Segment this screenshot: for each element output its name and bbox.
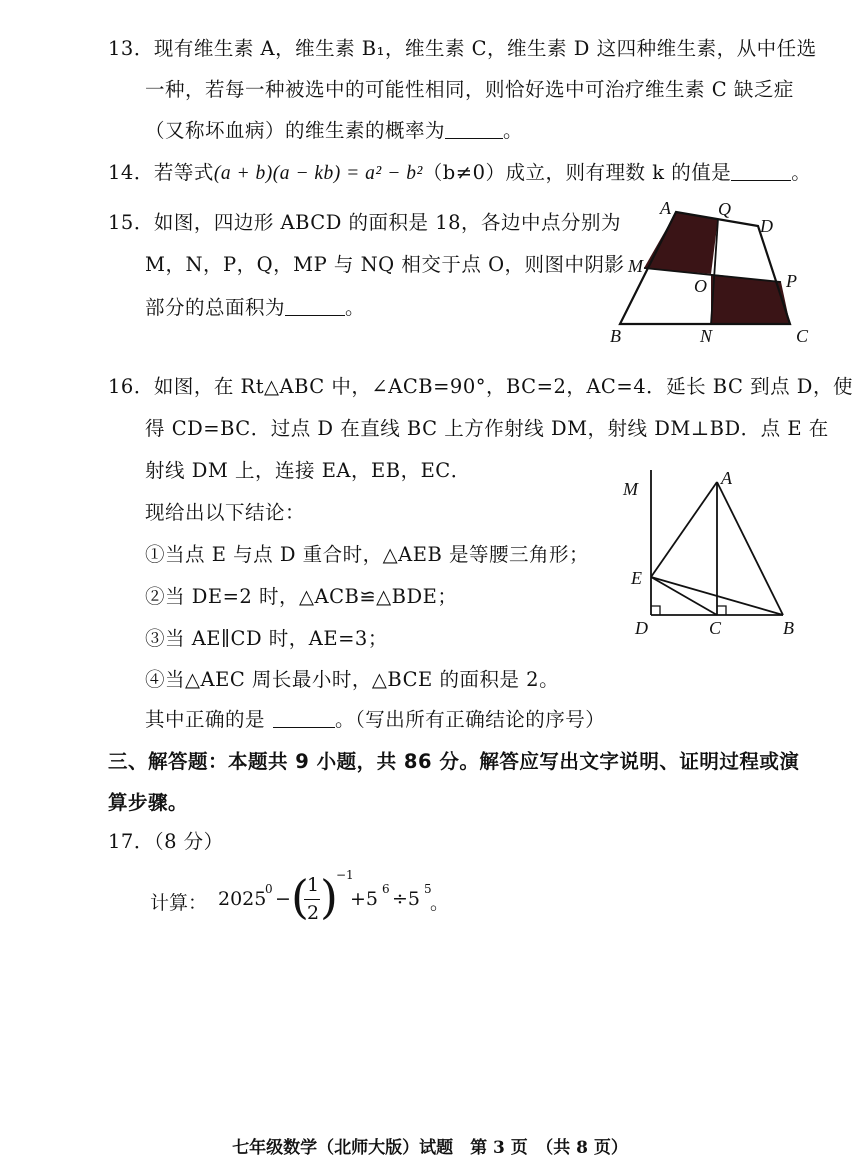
q15-label-a: A [660, 198, 671, 218]
q13-line-3 [145, 115, 523, 143]
q16-label-d: D [635, 618, 648, 638]
q16-line-1: 16．如图，在 Rt△ABC 中，∠ACB=90°，BC=2，AC=4．延长 BC 到点 D，使 [108, 375, 853, 398]
q16-line-4: 现给出以下结论： [145, 501, 306, 524]
q14-period: 。 [791, 161, 812, 184]
q15-label-b: B [610, 326, 621, 346]
section-3-heading-line-1: 三、解答题：本题共 9 小题，共 86 分。解答应写出文字说明、证明过程或演 [108, 750, 800, 773]
q17-exponent-neg-one: −1 [336, 868, 354, 882]
q15-label-m: M [628, 256, 643, 276]
q17-exponent-zero: 0 [265, 882, 273, 896]
q16-label-c: C [709, 618, 722, 638]
q16-answer-prefix: 其中正确的是 [145, 708, 266, 731]
q16-conclusion-2: ②当 DE=2 时，△ACB≌△BDE； [145, 585, 458, 608]
q14-condition: （b≠0）成立，则有理数 k 的值是 [422, 161, 732, 184]
q15-label-o: O [694, 276, 707, 296]
q16-label-m: M [623, 479, 638, 499]
q16-segment-ab [717, 482, 783, 615]
q13-line-2: 一种，若每一种被选中的可能性相同，则恰好选中可治疗维生素 C 缺乏症 [145, 78, 794, 101]
q15-label-q: Q [718, 199, 731, 219]
q17-minus: − [275, 888, 291, 910]
q15-shaded-region-aoqm [644, 212, 718, 274]
q15-answer-blank [285, 299, 345, 316]
q15-label-d: D [760, 216, 773, 236]
q16-label-e: E [631, 568, 642, 588]
q15-label-p: P [786, 271, 797, 291]
q14-answer-blank [731, 164, 791, 181]
q17-exponent-five: 5 [424, 882, 432, 896]
q14-equation: (a + b)(a − kb) = a² − b² [213, 163, 423, 184]
q17-right-paren: ) [320, 870, 338, 924]
q17-fraction-numerator: 1 [307, 874, 320, 896]
q16-answer-suffix: 。（写出所有正确结论的序号） [335, 708, 606, 731]
q16-right-angle-d [651, 606, 660, 615]
q16-label-a: A [721, 468, 732, 488]
q17-period: 。 [430, 892, 450, 914]
q16-answer-line [145, 704, 605, 732]
section-3-heading-line-2: 算步骤。 [108, 791, 189, 814]
q17-divide-five: ÷5 [392, 888, 421, 910]
q16-triangle-figure [615, 460, 810, 645]
q16-conclusion-4: ④当△AEC 周长最小时，△BCE 的面积是 2。 [145, 668, 560, 691]
q15-period: 。 [345, 296, 366, 319]
q17-fraction-bar [304, 899, 320, 900]
q17-fraction-denominator: 2 [307, 902, 320, 924]
q15-label-n: N [700, 326, 713, 346]
q16-conclusion-1: ①当点 E 与点 D 重合时，△AEB 是等腰三角形； [145, 543, 590, 566]
q13-answer-blank [445, 122, 503, 139]
q14-prefix: 14．若等式 [108, 161, 214, 184]
q17-left-paren: ( [291, 870, 309, 924]
q17-plus-five: +5 [350, 888, 379, 910]
q16-answer-blank [273, 711, 335, 728]
q16-segment-ec [651, 577, 717, 615]
q17-heading: 17．（8 分） [108, 830, 224, 853]
q17-label: 计算： [150, 892, 208, 914]
q15-line-3 [145, 292, 365, 320]
q17-base: 2025 [218, 888, 267, 910]
q15-line-1: 15．如图，四边形 ABCD 的面积是 18，各边中点分别为 [108, 211, 622, 234]
q16-label-b: B [783, 618, 794, 638]
page-footer: 七年级数学（北师大版）试题 第 3 页 （共 8 页） [232, 1138, 628, 1158]
q13-line-1: 13．现有维生素 A，维生素 B₁，维生素 C，维生素 D 这四种维生素，从中任选 [108, 37, 817, 60]
q16-right-angle-c [717, 606, 726, 615]
q14-line [108, 157, 811, 185]
q16-conclusion-3: ③当 AE∥CD 时，AE=3； [145, 627, 388, 650]
q13-period: 。 [503, 119, 524, 142]
q16-line-3: 射线 DM 上，连接 EA，EB，EC． [145, 459, 471, 482]
q15-quadrilateral-figure [600, 195, 830, 355]
q16-line-2: 得 CD=BC．过点 D 在直线 BC 上方作射线 DM，射线 DM⊥BD．点 E 在 [145, 417, 829, 440]
q15-label-c: C [796, 326, 809, 346]
q16-segment-ea [651, 482, 717, 577]
q17-exponent-six: 6 [382, 882, 390, 896]
q15-line-2: M，N，P，Q，MP 与 NQ 相交于点 O，则图中阴影 [145, 253, 625, 276]
q13-text: （又称坏血病）的维生素的概率为 [145, 119, 446, 142]
q15-text: 部分的总面积为 [145, 296, 286, 319]
